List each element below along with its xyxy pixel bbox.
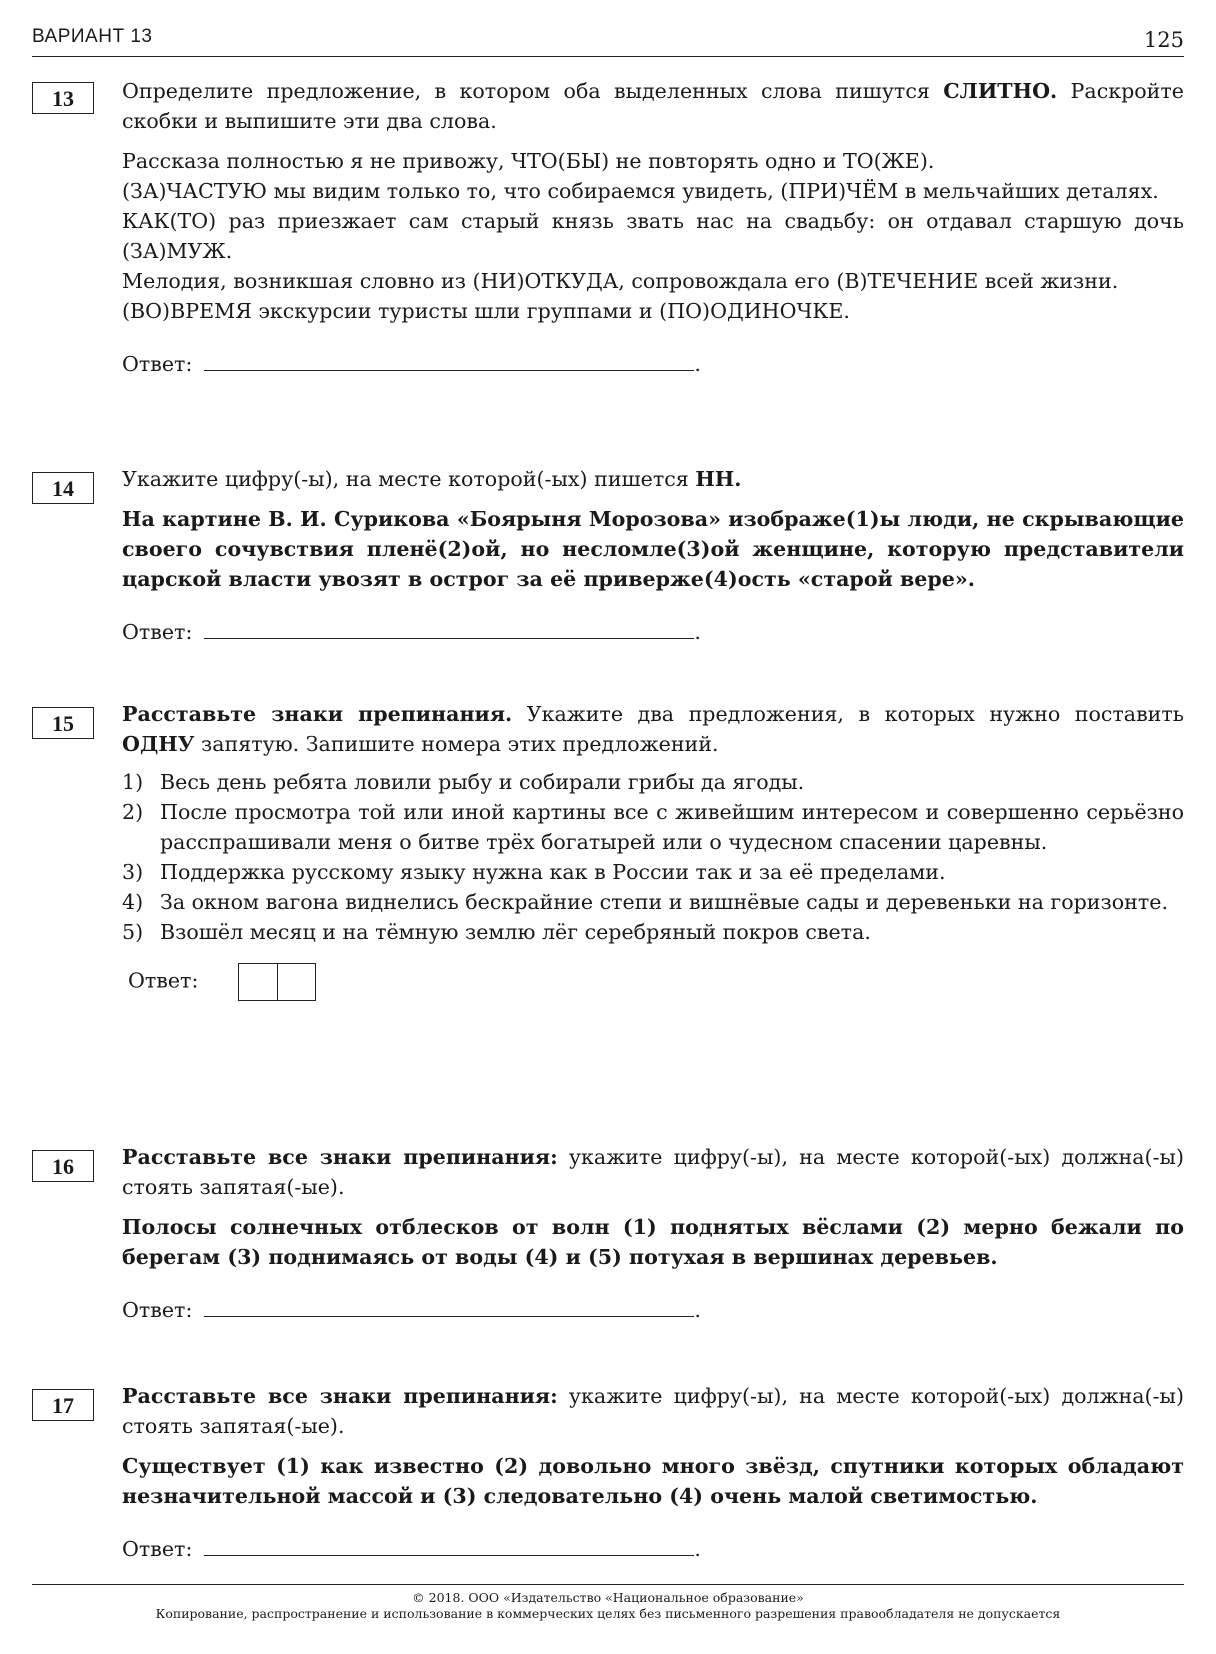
list-item: 4) За окном вагона виднелись бескрайние степи и вишнёвые сады и деревеньки на горизонте. — [122, 890, 1169, 914]
answer-field[interactable] — [204, 1533, 694, 1556]
page-header — [32, 22, 1184, 57]
task-number: 16 — [32, 1150, 94, 1182]
answer-label: Ответ: — [128, 968, 199, 993]
task-16 — [32, 1142, 1184, 1325]
task-content — [122, 1142, 1184, 1325]
answer-boxes[interactable] — [238, 963, 316, 1001]
sentence: Мелодия, возникшая словно из (НИ)ОТКУДА, сопровождала его (В)ТЕЧЕНИЕ всей жизни. — [122, 269, 1119, 293]
answer-row: Ответ: . — [122, 616, 1184, 647]
answer-row — [122, 963, 1184, 1001]
list-item: 2) После просмотра той или иной картины все с живейшим интересом и совершенно серьёзно расспрашивали меня о битве трёх богатырей или о чудесном спасении царевны. — [122, 800, 1184, 854]
options-list — [122, 767, 1184, 947]
task-17 — [32, 1381, 1184, 1564]
answer-field[interactable] — [204, 616, 694, 639]
sentence: КАК(ТО) раз приезжает сам старый князь звать нас на свадьбу: он отдавал старшую дочь (ЗА)МУЖ. — [122, 209, 1184, 263]
task-text: Полосы солнечных отблесков от волн (1) поднятых вёслами (2) мерно бежали по берегам (3) поднимаясь от воды (4) и (5) потухая в вершинах деревьев. — [122, 1215, 1184, 1269]
task-13 — [32, 76, 1184, 379]
answer-label: Ответ: — [122, 1298, 193, 1322]
copyright-text: © 2018. ООО «Издательство «Национальное образование» — [412, 1590, 804, 1605]
copyright-notice: Копирование, распространение и использование в коммерческих целях без письменного разрешения правообладателя не допускается — [155, 1606, 1061, 1621]
page-footer — [32, 1584, 1184, 1622]
answer-row: Ответ: . — [122, 1294, 1184, 1325]
sentence: (ЗА)ЧАСТУЮ мы видим только то, что собираемся увидеть, (ПРИ)ЧЁМ в мельчайших деталях. — [122, 179, 1159, 203]
answer-row: Ответ: . — [122, 348, 1184, 379]
task-instruction: Определите предложение, в котором оба выделенных слова пишутся СЛИТНО. Раскройте скобки и выпишите эти два слова. — [122, 79, 1184, 133]
task-number: 17 — [32, 1389, 94, 1421]
list-item: 5) Взошёл месяц и на тёмную землю лёг серебряный покров света. — [122, 920, 871, 944]
task-instruction: Расставьте знаки препинания. Укажите два предложения, в которых нужно поставить ОДНУ запятую. Запишите номера этих предложений. — [122, 702, 1185, 756]
answer-field[interactable] — [204, 348, 694, 371]
task-number: 14 — [32, 472, 94, 504]
answer-row: Ответ: . — [122, 1533, 1184, 1564]
task-text: На картине В. И. Сурикова «Боярыня Морозова» изображе(1)ы люди, не скрывающие своего сочувствия пленё(2)ой, но несломле(3)ой женщине, которую представители царской власти увозят в острог за её приверже(4)ость «старой вере». — [122, 507, 1184, 591]
task-15 — [32, 699, 1184, 1001]
page-number: 125 — [1143, 28, 1184, 52]
sentence: (ВО)ВРЕМЯ экскурсии туристы шли группами и (ПО)ОДИНОЧКЕ. — [122, 299, 850, 323]
answer-label: Ответ: — [122, 620, 193, 644]
task-text: Существует (1) как известно (2) довольно много звёзд, спутники которых обладают незначительной массой и (3) следовательно (4) очень малой светимостью. — [122, 1454, 1184, 1508]
list-item: 3) Поддержка русскому языку нужна как в России так и за её пределами. — [122, 860, 946, 884]
task-content — [122, 464, 1184, 647]
task-instruction: Укажите цифру(-ы), на месте которой(-ых) пишется НН. — [122, 467, 742, 491]
task-instruction: Расставьте все знаки препинания: укажите цифру(-ы), на месте которой(-ых) должна(-ы) стоять запятая(-ые). — [122, 1384, 1184, 1438]
answer-label: Ответ: — [122, 1537, 193, 1561]
task-number: 13 — [32, 82, 94, 114]
task-instruction: Расставьте все знаки препинания: укажите цифру(-ы), на месте которой(-ых) должна(-ы) стоять запятая(-ые). — [122, 1145, 1184, 1199]
answer-field[interactable] — [204, 1294, 694, 1317]
task-content — [122, 1381, 1184, 1564]
sentence: Рассказа полностью я не привожу, ЧТО(БЫ) не повторять одно и ТО(ЖЕ). — [122, 149, 935, 173]
task-number: 15 — [32, 707, 94, 739]
list-item: 1) Весь день ребята ловили рыбу и собирали грибы да ягоды. — [122, 770, 805, 794]
answer-label: Ответ: — [122, 352, 193, 376]
task-content — [122, 76, 1184, 379]
task-14 — [32, 464, 1184, 647]
task-content — [122, 699, 1184, 1001]
variant-title: ВАРИАНТ 13 — [32, 26, 153, 47]
